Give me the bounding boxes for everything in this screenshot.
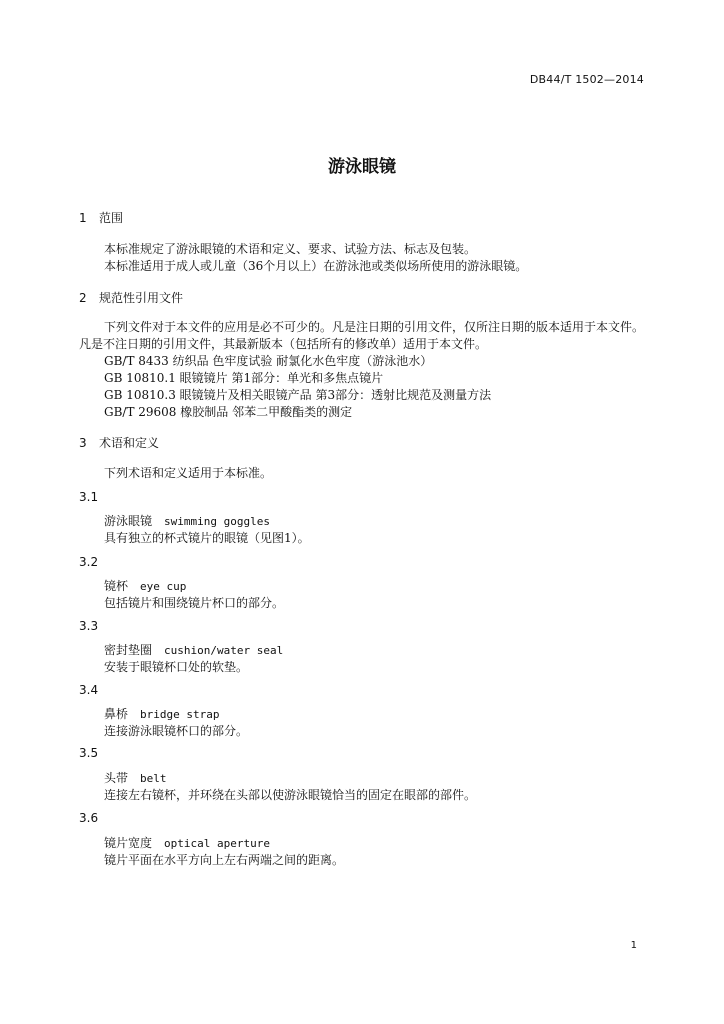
document-code: DB44/T 1502—2014 <box>529 73 644 86</box>
term-zh: 头带 <box>104 771 129 785</box>
term-number: 3.2 <box>79 555 99 569</box>
term-heading <box>104 834 270 851</box>
term-definition: 镜片平面在水平方向上左右两端之间的距离。 <box>104 853 345 867</box>
reference-item: GB/T 29608 橡胶制品 邻苯二甲酸酯类的测定 <box>104 405 353 419</box>
term-definition: 连接游泳眼镜杯口的部分。 <box>104 724 249 738</box>
term-heading <box>104 512 270 529</box>
term-zh: 镜杯 <box>104 579 129 593</box>
section-number: 3 <box>79 436 87 450</box>
reference-item: GB 10810.3 眼镜镜片及相关眼镜产品 第3部分：透射比规范及测量方法 <box>104 388 492 402</box>
term-en: optical aperture <box>164 837 270 850</box>
term-number: 3.3 <box>79 619 99 633</box>
term-en: eye cup <box>140 580 187 593</box>
term-number: 3.1 <box>79 490 99 504</box>
term-heading <box>104 769 167 786</box>
term-en: belt <box>140 772 167 785</box>
term-heading <box>104 577 186 594</box>
term-zh: 游泳眼镜 <box>104 514 153 528</box>
term-en: bridge strap <box>140 708 220 721</box>
term-number: 3.4 <box>79 683 99 697</box>
term-zh: 镜片宽度 <box>104 836 153 850</box>
section-number: 1 <box>79 211 87 225</box>
term-en: swimming goggles <box>164 515 270 528</box>
section-title: 范围 <box>99 211 124 225</box>
normative-references-intro: 下列文件对于本文件的应用是必不可少的。凡是注日期的引用文件，仅所注日期的版本适用于本文件。凡是不注日期的引用文件，其最新版本（包括所有的修改单）适用于本文件。 <box>79 320 645 351</box>
term-definition: 包括镜片和围绕镜片杯口的部分。 <box>104 596 285 610</box>
section-2-heading <box>79 289 183 306</box>
term-heading <box>104 641 283 658</box>
term-en: cushion/water seal <box>164 644 284 657</box>
term-zh: 鼻桥 <box>104 707 129 721</box>
term-number: 3.6 <box>79 811 99 825</box>
term-zh: 密封垫圈 <box>104 643 153 657</box>
term-number: 3.5 <box>79 746 99 760</box>
section-number: 2 <box>79 291 87 305</box>
term-definition: 安装于眼镜杯口处的软垫。 <box>104 660 249 674</box>
term-heading <box>104 705 220 722</box>
page-number: 1 <box>630 940 637 951</box>
section-3-heading <box>79 434 159 451</box>
scope-paragraph-2: 本标准适用于成人或儿童（36个月以上）在游泳池或类似场所使用的游泳眼镜。 <box>104 259 528 273</box>
section-title: 术语和定义 <box>99 436 160 450</box>
reference-item: GB/T 8433 纺织品 色牢度试验 耐氯化水色牢度（游泳池水） <box>104 354 433 368</box>
page-title: 游泳眼镜 <box>328 157 396 177</box>
terms-intro: 下列术语和定义适用于本标准。 <box>104 466 273 480</box>
scope-paragraph-1: 本标准规定了游泳眼镜的术语和定义、要求、试验方法、标志及包装。 <box>104 242 477 256</box>
term-definition: 连接左右镜杯，并环绕在头部以使游泳眼镜恰当的固定在眼部的部件。 <box>104 788 477 802</box>
term-definition: 具有独立的杯式镜片的眼镜（见图1）。 <box>104 531 310 545</box>
reference-item: GB 10810.1 眼镜镜片 第1部分：单光和多焦点镜片 <box>104 371 384 385</box>
section-title: 规范性引用文件 <box>99 291 184 305</box>
section-1-heading <box>79 209 123 226</box>
